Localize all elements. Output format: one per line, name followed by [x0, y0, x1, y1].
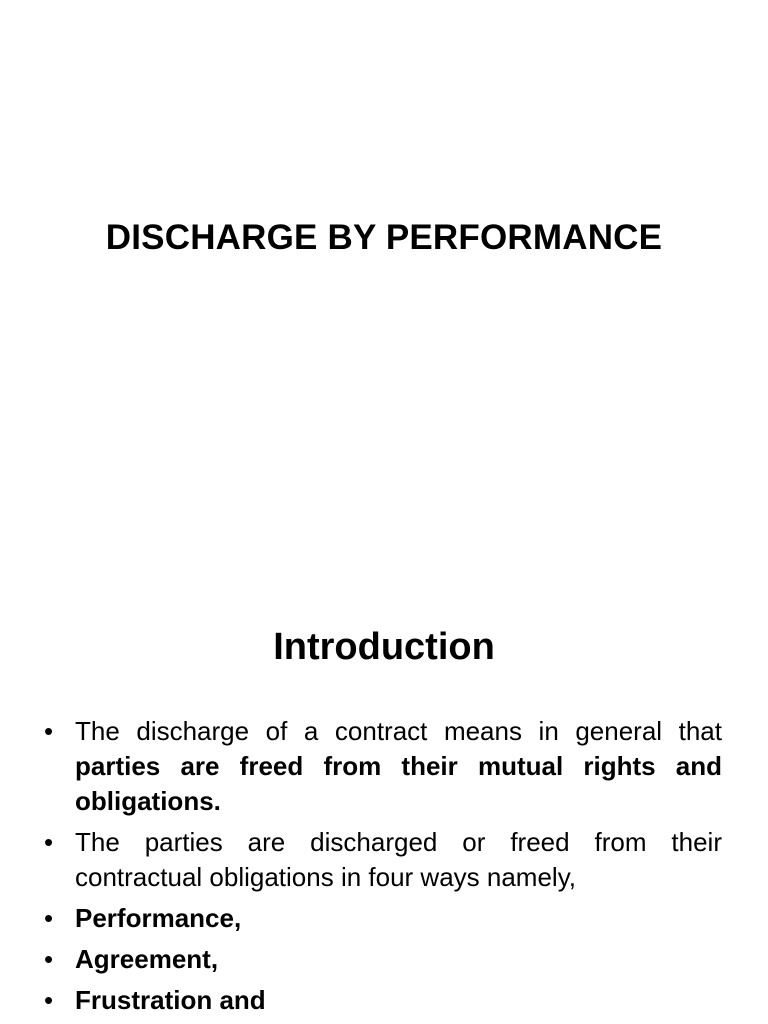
- bullet-item: [44, 901, 722, 936]
- slide-introduction: [0, 576, 768, 1024]
- bullet-text-bold: parties are freed from their mutual rights and obligations.: [75, 751, 722, 816]
- bullet-text-bold: Frustration and: [75, 985, 266, 1015]
- slide-title: DISCHARGE BY PERFORMANCE: [105, 218, 663, 257]
- bullet-list: [44, 714, 722, 1024]
- bullet-item: [44, 983, 722, 1018]
- bullet-item: [44, 714, 722, 819]
- bullet-item: [44, 942, 722, 977]
- bullet-icon: •: [44, 985, 54, 1015]
- bullet-icon: •: [44, 716, 54, 746]
- bullet-text: The discharge of a contract means in general that: [75, 716, 722, 746]
- bullet-text-bold: Agreement,: [75, 944, 219, 974]
- bullet-icon: •: [44, 944, 54, 974]
- bullet-item: [44, 825, 722, 895]
- slide-heading: Introduction: [273, 626, 495, 668]
- bullet-icon: •: [44, 827, 54, 857]
- bullet-text-bold: Performance,: [75, 903, 242, 933]
- bullet-icon: •: [44, 903, 54, 933]
- bullet-text: The parties are discharged or freed from their contractual obligations in four ways namely,: [75, 827, 722, 892]
